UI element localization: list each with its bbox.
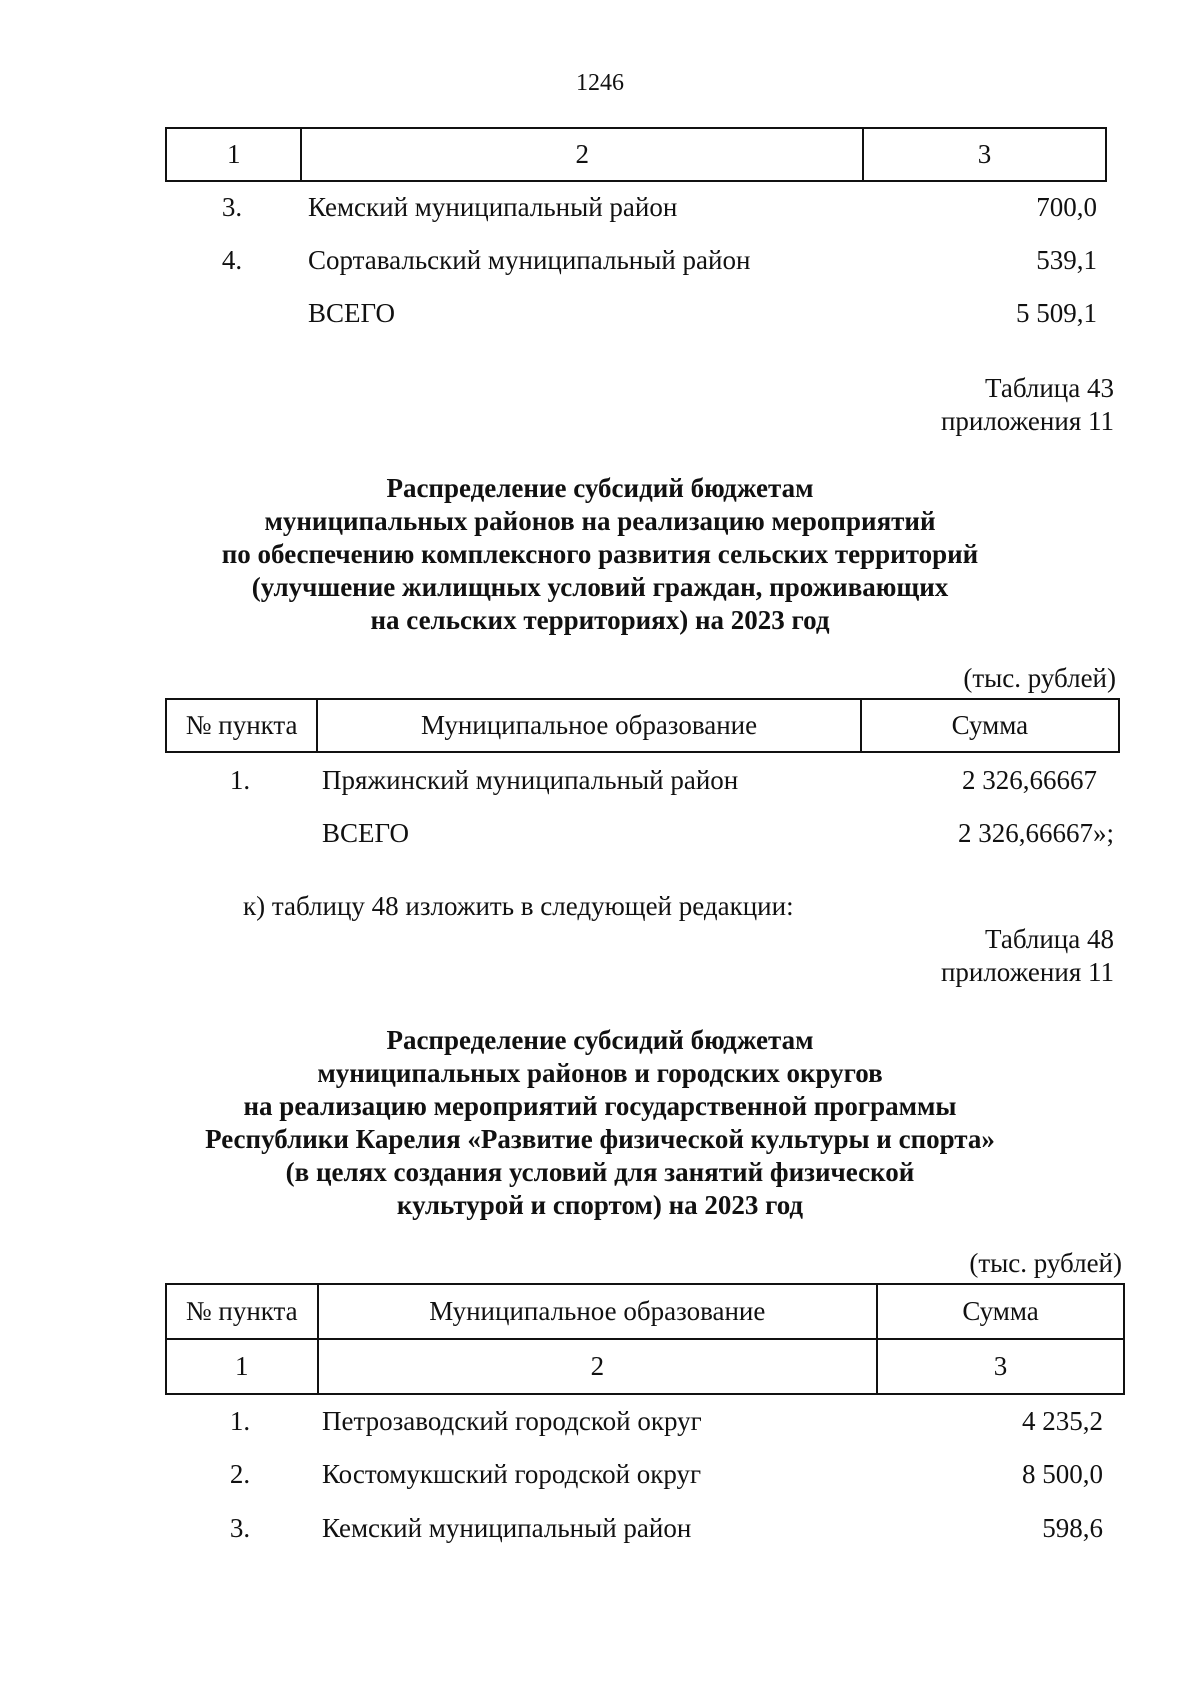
table-row-name: Сортавальский муниципальный район — [308, 245, 751, 275]
table-row-number: 3. — [221, 192, 243, 222]
table-row-total-label: ВСЕГО — [308, 298, 395, 328]
table-row-number: 2. — [229, 1459, 251, 1489]
column-number-2: 2 — [301, 128, 863, 181]
title-line: муниципальных районов и городских округов — [317, 1058, 883, 1088]
table-row-name: Пряжинский муниципальный район — [322, 765, 739, 795]
column-number-3: 3 — [877, 1339, 1124, 1394]
title-line: на реализацию мероприятий государственной программы — [243, 1091, 957, 1121]
header-cell-number: № пункта — [166, 699, 317, 752]
title-line: (улучшение жилищных условий граждан, проживающих — [251, 572, 949, 602]
column-number-2: 2 — [318, 1339, 878, 1394]
header-cell-sum: Сумма — [877, 1284, 1124, 1339]
table-48-title — [0, 1024, 1200, 1222]
title-line: культурой и спортом) на 2023 год — [396, 1190, 804, 1220]
table-row-total-sum: 2 326,66667»; — [957, 818, 1114, 848]
table-row-number: 3. — [229, 1513, 251, 1543]
title-line: Распределение субсидий бюджетам — [386, 1025, 814, 1055]
table-row-sum: 598,6 — [1042, 1513, 1103, 1543]
table-row-number: 1. — [229, 1406, 251, 1436]
title-line: (в целях создания условий для занятий физической — [285, 1157, 915, 1187]
table-48-header — [165, 1283, 1125, 1395]
table-row-total-sum: 5 509,1 — [1016, 298, 1097, 328]
table-row-name: Петрозаводский городской округ — [322, 1406, 702, 1436]
table-caption-number: Таблица 48 — [985, 924, 1114, 954]
table-row-sum: 8 500,0 — [1022, 1459, 1103, 1489]
table-caption-number: Таблица 43 — [985, 373, 1114, 403]
table-43-header — [165, 698, 1120, 753]
table-caption-appendix: приложения 11 — [940, 957, 1114, 987]
table-row-name: Кемский муниципальный район — [322, 1513, 692, 1543]
column-number-1: 1 — [166, 128, 301, 181]
column-number-3: 3 — [863, 128, 1106, 181]
title-line: Распределение субсидий бюджетам — [386, 473, 814, 503]
page-number: 1246 — [576, 70, 624, 96]
title-line: на сельских территориях) на 2023 год — [370, 605, 830, 635]
table-48-unit: (тыс. рублей) — [969, 1248, 1122, 1278]
header-cell-municipality: Муниципальное образование — [317, 699, 860, 752]
header-cell-municipality: Муниципальное образование — [318, 1284, 878, 1339]
table-row-total-label: ВСЕГО — [322, 818, 409, 848]
table-row-number: 1. — [229, 765, 251, 795]
header-cell-sum: Сумма — [861, 699, 1119, 752]
table-row-sum: 2 326,66667 — [962, 765, 1097, 795]
table-row-sum: 700,0 — [1036, 192, 1097, 222]
title-line: по обеспечению комплексного развития сельских территорий — [221, 539, 979, 569]
instruction-paragraph: к) таблицу 48 изложить в следующей редакции: — [243, 891, 794, 921]
header-cell-number: № пункта — [166, 1284, 318, 1339]
continuation-table-header — [165, 127, 1107, 182]
table-row-sum: 4 235,2 — [1022, 1406, 1103, 1436]
table-43-title — [0, 472, 1200, 637]
table-row-name: Костомукшский городской округ — [322, 1459, 702, 1489]
title-line: Республики Карелия «Развитие физической культуры и спорта» — [205, 1124, 995, 1154]
table-48-caption — [941, 923, 1114, 989]
column-number-1: 1 — [166, 1339, 318, 1394]
table-caption-appendix: приложения 11 — [940, 406, 1114, 436]
title-line: муниципальных районов на реализацию мероприятий — [264, 506, 936, 536]
table-row-name: Кемский муниципальный район — [308, 192, 678, 222]
table-43-unit: (тыс. рублей) — [963, 663, 1116, 693]
table-row-sum: 539,1 — [1036, 245, 1097, 275]
table-row-number: 4. — [221, 245, 243, 275]
table-43-caption — [941, 372, 1114, 438]
